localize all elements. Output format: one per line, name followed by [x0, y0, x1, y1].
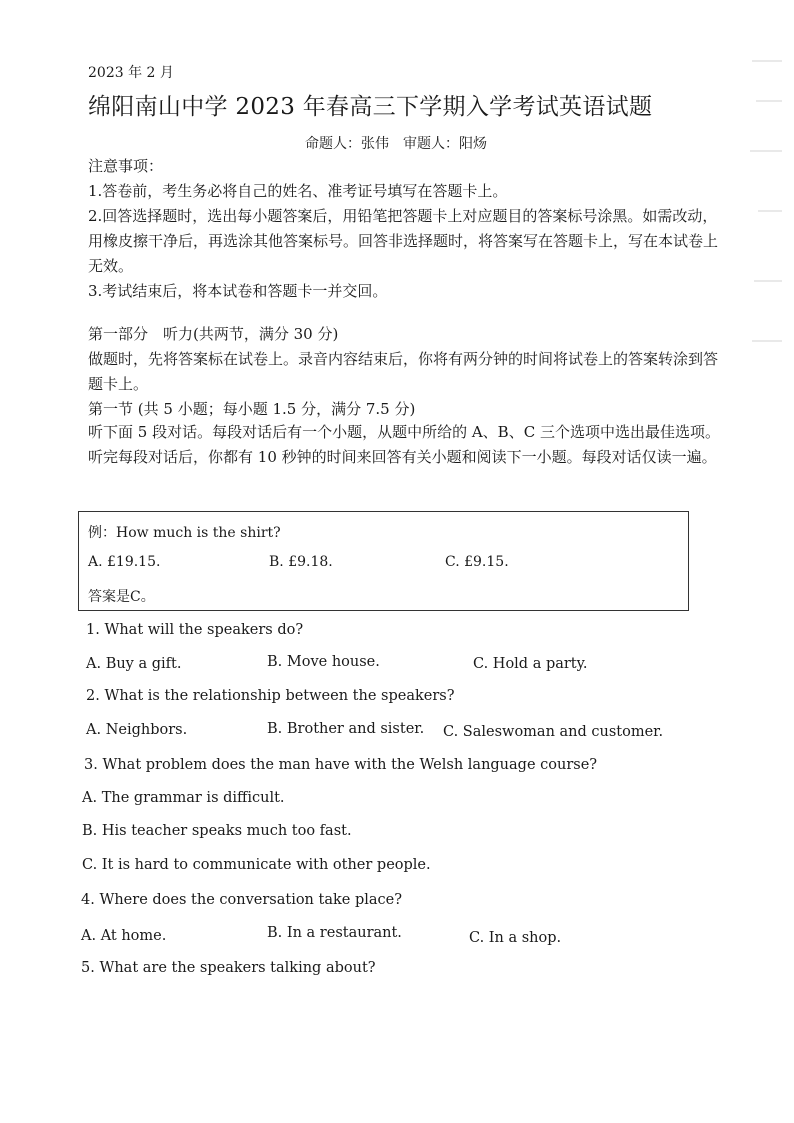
q2-option-b: B. Brother and sister. [267, 721, 425, 737]
q3-option-a: A. The grammar is difficult. [82, 790, 285, 806]
question-3: 3. What problem does the man have with the Welsh language course? [84, 757, 598, 773]
q1-option-b: B. Move house. [267, 654, 380, 670]
example-question: 例：How much is the shirt? [88, 525, 281, 541]
section1-instructions: 听下面 5 段对话。每段对话后有一个小题，从题中所给的 A、B、C 三个选项中选出最佳选项。听完每段对话后，你都有 10 秒钟的时间来回答有关小题和阅读下一小题。每段对话仅读一遍。 [88, 423, 720, 466]
exam-authors [305, 133, 501, 153]
example-option-a: A. £19.15. [88, 554, 161, 570]
question-1: 1. What will the speakers do? [86, 622, 304, 638]
question-4: 4. Where does the conversation take place? [81, 892, 402, 908]
section1-heading: 第一节 (共 5 小题；每小题 1.5 分，满分 7.5 分) [88, 400, 416, 418]
part1-heading: 第一部分 听力(共两节，满分 30 分) [88, 325, 339, 343]
part1-instructions: 做题时，先将答案标在试卷上。录音内容结束后，你将有两分钟的时间将试卷上的答案转涂到答题卡上。 [88, 350, 719, 393]
example-box [78, 511, 689, 611]
q2-option-a: A. Neighbors. [86, 722, 188, 738]
scan-bleed-decoration [748, 40, 788, 400]
q4-option-b: B. In a restaurant. [267, 925, 402, 941]
example-option-b: B. £9.18. [269, 554, 333, 570]
q1-option-c: C. Hold a party. [473, 656, 588, 672]
q4-option-c: C. In a shop. [469, 930, 562, 946]
q4-option-a: A. At home. [81, 928, 167, 944]
example-option-c: C. £9.15. [445, 554, 509, 570]
notice-item-1: 1.答卷前，考生务必将自己的姓名、准考证号填写在答题卡上。 [88, 182, 508, 200]
q3-option-b: B. His teacher speaks much too fast. [82, 823, 352, 839]
notice-item-3: 3.考试结束后，将本试卷和答题卡一并交回。 [88, 282, 388, 300]
exam-date: 2023 年 2 月 [88, 65, 174, 81]
q2-option-c: C. Saleswoman and customer. [443, 724, 664, 740]
reviewer: 审题人：阳炀 [403, 136, 487, 152]
notice-item-2: 2.回答选择题时，选出每小题答案后，用铅笔把答题卡上对应题目的答案标号涂黑。如需改动，用橡皮擦干净后，再选涂其他答案标号。回答非选择题时，将答案写在答题卡上，写在本试卷上无效。 [88, 207, 719, 275]
notice-heading: 注意事项： [88, 157, 164, 175]
exam-title: 绵阳南山中学 2023 年春高三下学期入学考试英语试题 [88, 94, 653, 120]
question-5: 5. What are the speakers talking about? [81, 960, 376, 976]
q1-option-a: A. Buy a gift. [86, 656, 182, 672]
question-2: 2. What is the relationship between the speakers? [86, 688, 455, 704]
author: 命题人：张伟 [305, 136, 389, 152]
q3-option-c: C. It is hard to communicate with other people. [82, 857, 431, 873]
example-answer: 答案是C。 [88, 589, 155, 605]
